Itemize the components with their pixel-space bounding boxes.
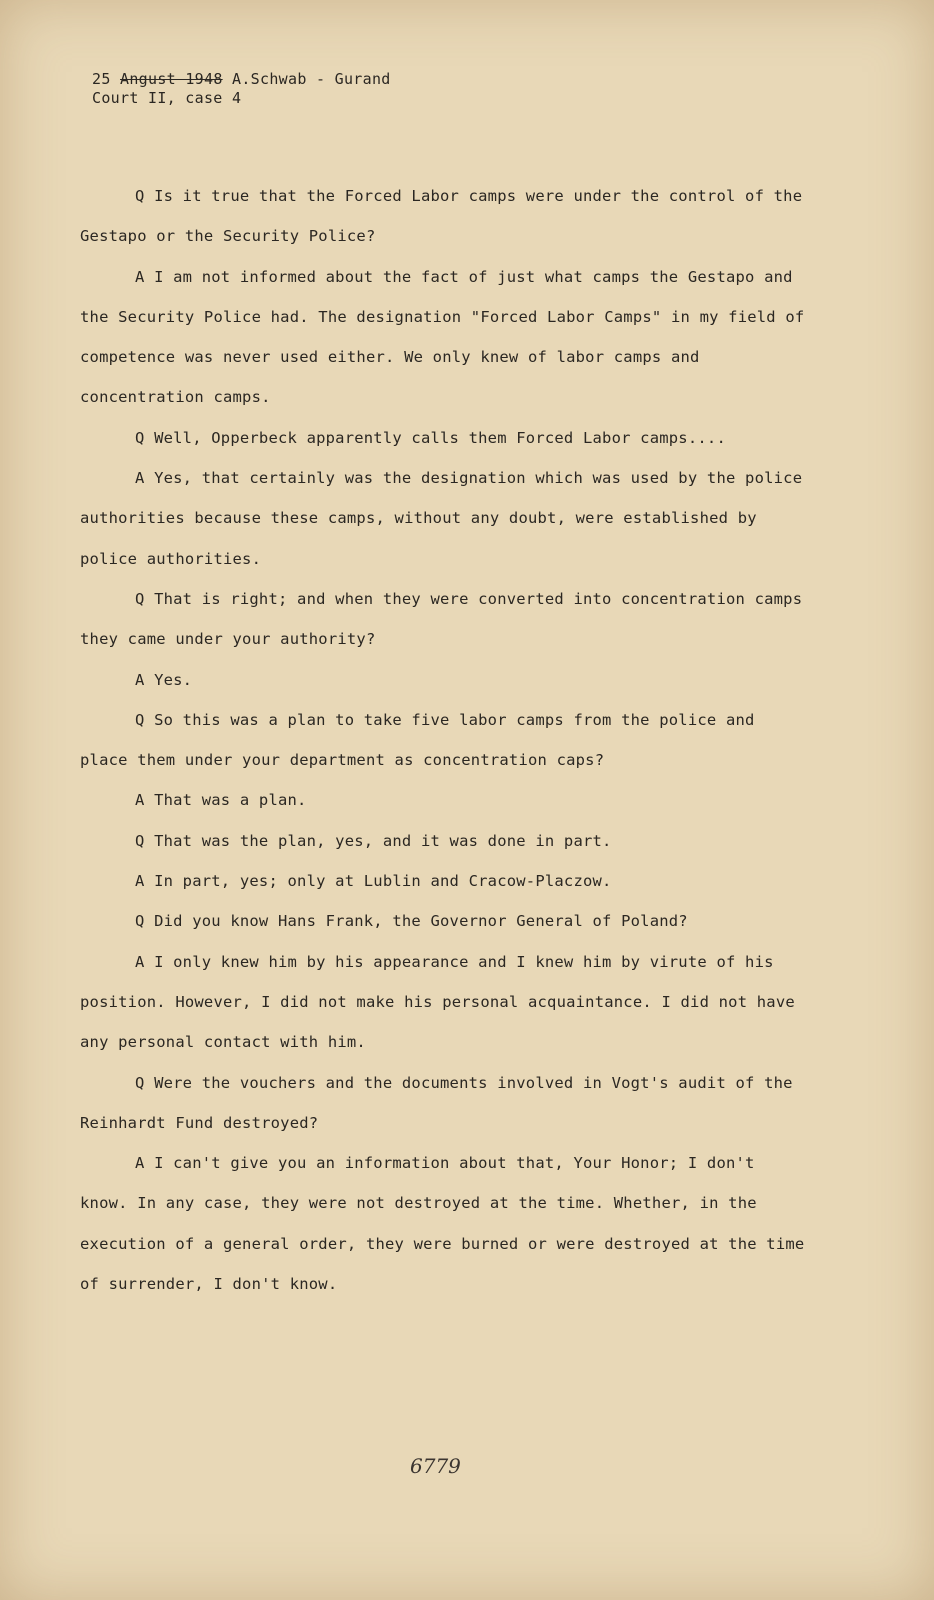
page-number: 6779 (410, 1454, 461, 1478)
header-names: A.Schwab - Gurand (232, 70, 391, 88)
paragraph: Q Well, Opperbeck apparently calls them Forced Labor camps.... (135, 428, 726, 447)
header (92, 70, 391, 108)
paragraph: A I am not informed about the fact of just what camps the Gestapo and the Security Police had. The designation "Forced Labor Camps" in my field of competence was never used either. We only knew of labor camps and concentration camps. (80, 267, 805, 407)
header-line-1 (92, 70, 391, 89)
paragraph: A That was a plan. (135, 791, 307, 810)
header-number: 25 (92, 70, 111, 88)
paragraph: A Yes. (135, 670, 193, 689)
header-struck-date: Angust 1948 (120, 70, 223, 88)
paragraph: Q That was the plan, yes, and it was done in part. (135, 831, 612, 850)
paragraph: Q So this was a plan to take five labor camps from the police and place them under your department as concentration caps? (80, 710, 755, 770)
header-line-2: Court II, case 4 (92, 89, 242, 107)
paragraph: Q Is it true that the Forced Labor camps were under the control of the Gestapo or the Security Police? (80, 187, 803, 246)
paragraph: A In part, yes; only at Lublin and Cracow-Placzow. (135, 872, 612, 891)
paragraph: Q That is right; and when they were converted into concentration camps they came under your authority? (80, 589, 803, 649)
paragraph: Q Did you know Hans Frank, the Governor General of Poland? (135, 912, 688, 931)
paragraph: A Yes, that certainly was the designation which was used by the police authorities because these camps, without any doubt, were established by police authorities. (80, 469, 803, 568)
transcript-body (80, 176, 810, 1304)
paragraph: A I only knew him by his appearance and I knew him by virute of his position. However, I did not make his personal acquaintance. I did not have any personal contact with him. (80, 952, 795, 1052)
paragraph: Q Were the vouchers and the documents involved in Vogt's audit of the Reinhardt Fund destroyed? (80, 1073, 793, 1132)
paragraph: A I can't give you an information about that, Your Honor; I don't know. In any case, they were not destroyed at the time. Whether, in the execution of a general order, they were burned or were destroyed at the time of surrender, I don't know. (80, 1154, 805, 1294)
